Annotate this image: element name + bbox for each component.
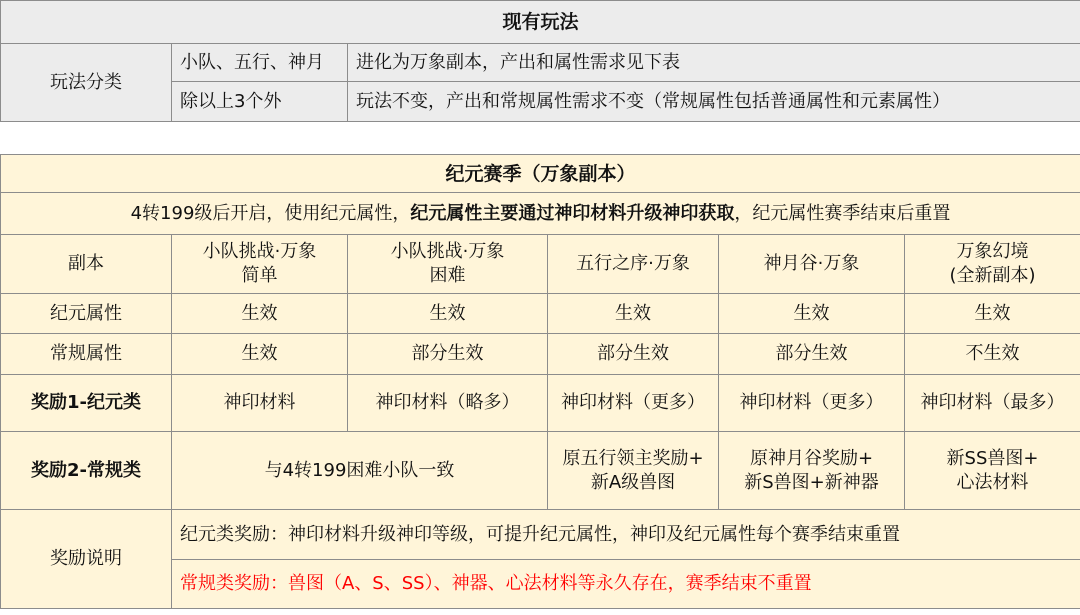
normal-attr-cell: 部分生效 [719, 334, 905, 375]
reward-explain-era: 纪元类奖励：神印材料升级神印等级，可提升纪元属性，神印及纪元属性每个赛季结束重置 [172, 510, 1080, 560]
reward1-label: 奖励1-纪元类 [1, 375, 172, 432]
reward1-cell: 神印材料（略多） [348, 375, 548, 432]
reward2-line: 原神月谷奖励+ [749, 447, 874, 469]
reward-explain-label: 奖励说明 [1, 510, 172, 609]
category-desc-1: 进化为万象副本，产出和属性需求见下表 [348, 44, 1080, 82]
reward2-line: 新SS兽图+ [946, 447, 1039, 469]
reward2-huanjing [905, 432, 1080, 510]
section-spacer [1, 122, 1080, 155]
dungeon-shenyue: 神月谷·万象 [719, 235, 905, 294]
era-attr-cell: 生效 [719, 294, 905, 334]
era-attr-cell: 生效 [172, 294, 348, 334]
era-season-intro [1, 193, 1080, 235]
dungeon-sub: (全新副本) [949, 265, 1036, 286]
dungeon-wuxing: 五行之序·万象 [548, 235, 719, 294]
dungeon-huanjing [905, 235, 1080, 294]
reward2-line: 新S兽图+新神器 [744, 471, 879, 493]
reward2-line: 心法材料 [956, 471, 1029, 493]
dungeon-name: 小队挑战·万象 [390, 241, 505, 262]
reward1-cell: 神印材料（最多） [905, 375, 1080, 432]
dungeon-sub: 简单 [241, 265, 278, 286]
category-mode-2: 除以上3个外 [172, 82, 348, 122]
dungeon-squad-easy [172, 235, 348, 294]
era-attr-cell: 生效 [905, 294, 1080, 334]
normal-attr-cell: 不生效 [905, 334, 1080, 375]
era-season-title: 纪元赛季（万象副本） [1, 155, 1080, 193]
era-attr-cell: 生效 [548, 294, 719, 334]
category-mode-1: 小队、五行、神月 [172, 44, 348, 82]
reward2-squad: 与4转199困难小队一致 [172, 432, 548, 510]
reward2-shenyue [719, 432, 905, 510]
reward2-wuxing [548, 432, 719, 510]
intro-text-post: ，纪元属性赛季结束后重置 [734, 202, 951, 224]
dungeon-squad-hard [348, 235, 548, 294]
era-attr-cell: 生效 [348, 294, 548, 334]
dungeon-sub: 困难 [429, 265, 466, 286]
normal-attr-label: 常规属性 [1, 334, 172, 375]
reward1-cell: 神印材料（更多） [548, 375, 719, 432]
reward2-label: 奖励2-常规类 [1, 432, 172, 510]
current-gameplay-title: 现有玩法 [1, 1, 1080, 44]
normal-attr-cell: 生效 [172, 334, 348, 375]
intro-text-pre: 4转199级后开启，使用纪元属性， [130, 202, 411, 224]
reward2-line: 原五行领主奖励+ [562, 447, 704, 469]
dungeon-label: 副本 [1, 235, 172, 294]
dungeon-name: 万象幻境 [956, 241, 1029, 262]
normal-attr-cell: 部分生效 [548, 334, 719, 375]
reward1-cell: 神印材料（更多） [719, 375, 905, 432]
reward1-cell: 神印材料 [172, 375, 348, 432]
gameplay-category-label: 玩法分类 [1, 44, 172, 122]
category-desc-2: 玩法不变，产出和常规属性需求不变（常规属性包括普通属性和元素属性） [348, 82, 1080, 122]
era-attr-label: 纪元属性 [1, 294, 172, 334]
intro-text-bold: 纪元属性主要通过神印材料升级神印获取 [410, 202, 735, 224]
dungeon-name: 小队挑战·万象 [202, 241, 317, 262]
normal-attr-cell: 部分生效 [348, 334, 548, 375]
reward-explain-normal: 常规类奖励：兽图（A、S、SS）、神器、心法材料等永久存在，赛季结束不重置 [172, 560, 1080, 609]
reward2-line: 新A级兽图 [590, 471, 676, 493]
